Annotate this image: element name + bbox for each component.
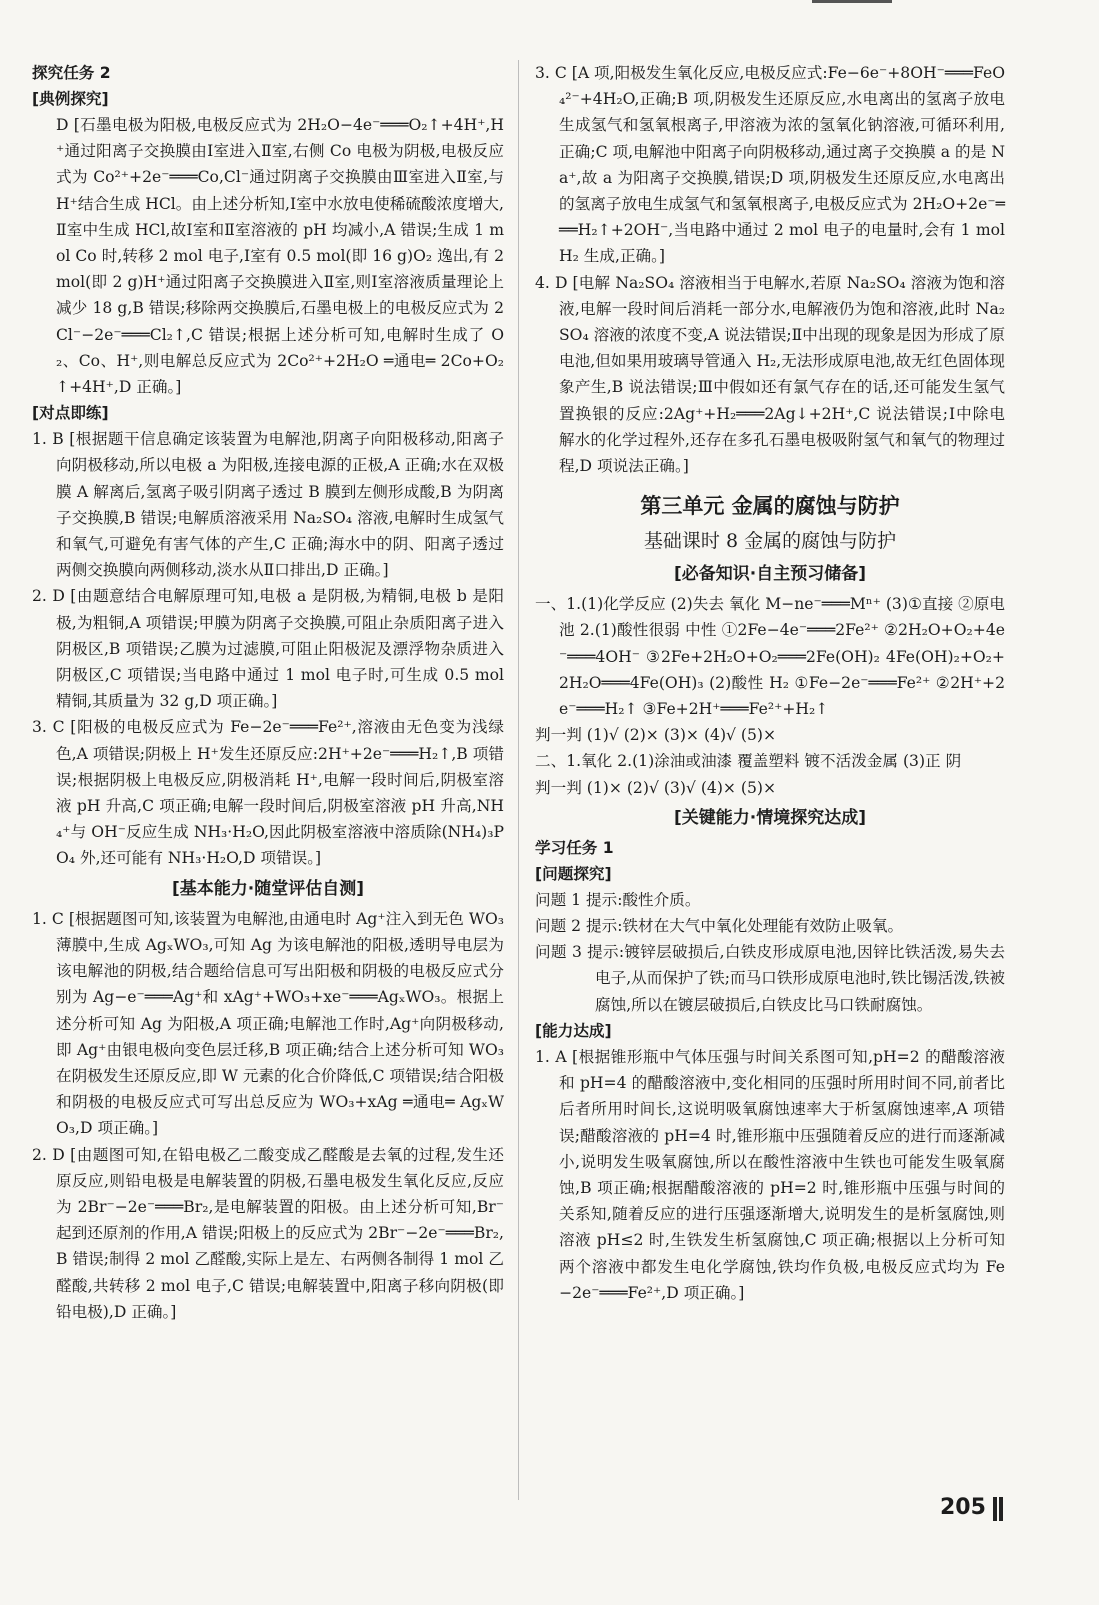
judge-line: 判一判 (1)× (2)√ (3)√ (4)× (5)× <box>535 778 777 797</box>
page-edge-bar <box>999 1497 1003 1521</box>
judge-line: 判一判 (1)√ (2)× (3)× (4)√ (5)× <box>535 726 777 745</box>
basic-section-title: [基本能力·随堂评估自测] <box>172 878 364 899</box>
achieve-item: 1. A [根据锥形瓶中气体压强与时间关系图可知,pH=2 的醋酸溶液和 pH=4 的醋酸溶液中,变化相同的压强时所用时间不同,前者比后者所用时间长,这说明吸氧腐蚀速率大于析氢腐蚀速率,A 项错误;醋酸溶液的 pH=4 时,锥形瓶中压强随着反应的进行而逐渐减小,说明发生吸氧腐蚀,所以在酸性溶液中生铁也可能发生吸氧腐蚀,B 项正确;根据醋酸溶液的 pH=2 时,锥形瓶中压强与时间的关系知,随着反应的进行压强逐渐增大,说明发生的是析氢腐蚀,则溶液 pH≤2 时,生铁发生析氢腐蚀,C 项正确;根据以上分析可知两个溶液中都发生电化学腐蚀,铁均作负极,电极反应式均为 Fe−2e⁻═══Fe²⁺,D 项正确。] <box>535 1047 1005 1302</box>
top-edge-mark <box>812 0 892 3</box>
task-title: 探究任务 2 <box>32 64 111 82</box>
practice-label: [对点即练] <box>32 404 109 423</box>
typical-label: [典例探究] <box>32 90 109 108</box>
answer-item: 3. C [A 项,阳极发生氧化反应,电极反应式:Fe−6e⁻+8OH⁻═══FeO₄²⁻+4H₂O,正确;B 项,阴极发生还原反应,水电离出的氢离子放电生成氢气和氢氧根离子,甲溶液为浓的氢氧化钠溶液,可循环利用,正确;C 项,电解池中阳离子向阴极移动,通过离子交换膜 a 的是 Na⁺,故 a 为阳离子交换膜,错误;D 项,阴极发生还原反应,水电离出的氢离子放电生成氢气和氢氧根离子,电极反应式为 2H₂O+2e⁻═══H₂↑+2OH⁻,当电路中通过 2 mol 电子的电量时,会有 1 mol H₂ 生成,正确。] <box>535 64 1005 266</box>
left-column <box>32 60 504 1325</box>
achieve-label: [能力达成] <box>535 1021 612 1040</box>
ability-title: [关键能力·情境探究达成] <box>674 807 866 828</box>
answer-item: 4. D [电解 Na₂SO₄ 溶液相当于电解水,若原 Na₂SO₄ 溶液为饱和溶液,电解一段时间后消耗一部分水,电解液仍为饱和溶液,此时 Na₂SO₄ 溶液的浓度不变,A 说法错误;Ⅱ中出现的现象是因为形成了原电池,但如果用玻璃导管通入 H₂,无法形成原电池,故无红色固体现象产生,B 说法错误;Ⅲ中假如还有氯气存在的话,还可能发生氢气置换银的反应:2Ag⁺+H₂═══2Ag↓+2H⁺,C 说法错误;Ⅰ中除电解水的化学过程外,还存在多孔石墨电极吸附氢气和氧气的物理过程,D 项说法正确。] <box>535 273 1005 476</box>
basic-item: 2. D [由题图可知,在铅电极乙二酸变成乙醛酸是去氧的过程,发生还原反应,则铅电极是电解装置的阴极,石墨电极发生氧化反应,反应为 2Br⁻−2e⁻═══Br₂,是电解装置的阳极。由上述分析可知,Br⁻起到还原剂的作用,A 错误;阳极上的反应式为 2Br⁻−2e⁻═══Br₂,B 错误;制得 2 mol 乙醛酸,实际上是左、右两侧各制得 1 mol 乙醛酸,共转移 2 mol 电子,C 错误;电解装置中,阳离子移向阴极(即铅电极),D 正确。] <box>32 1145 504 1321</box>
knowledge-line: 二、1.氧化 2.(1)涂油或油漆 覆盖塑料 镀不活泼金属 (3)正 阴 <box>535 752 962 771</box>
right-column <box>535 60 1005 1306</box>
typical-answer: D [石墨电极为阳极,电极反应式为 2H₂O−4e⁻═══O₂↑+4H⁺,H⁺通过阳离子交换膜由Ⅰ室进入Ⅱ室,右侧 Co 电极为阴极,电极反应式为 Co²⁺+2e⁻═══Co,Cl⁻通过阴离子交换膜由Ⅲ室进入Ⅱ室,与 H⁺结合生成 HCl。由上述分析知,Ⅰ室中水放电使稀硫酸浓度增大,Ⅱ室中生成 HCl,故Ⅰ室和Ⅱ室溶液的 pH 均减小,A 错误;生成 1 mol Co 时,转移 2 mol 电子,Ⅰ室有 0.5 mol(即 16 g)O₂ 逸出,有 2 mol(即 2 g)H⁺通过阳离子交换膜进入Ⅱ室,则Ⅰ室溶液质量理论上减少 18 g,B 错误;移除两交换膜后,石墨电极上的电极反应式为 2Cl⁻−2e⁻═══Cl₂↑,C 错误;根据上述分析可知,电解时生成了 O₂、Co、H⁺,则电解总反应式为 2Co²⁺+2H₂O ═通电═ 2Co+O₂↑+4H⁺,D 正确。] <box>56 116 504 397</box>
basic-item: 1. C [根据题图可知,该装置为电解池,由通电时 Ag⁺注入到无色 WO₃ 薄膜中,生成 AgₓWO₃,可知 Ag 为该电解池的阳极,透明导电层为该电解池的阴极,结合题给信息可写出阳极和阴极的电极反应式分别为 Ag−e⁻═══Ag⁺和 xAg⁺+WO₃+xe⁻═══AgₓWO₃。根据上述分析可知 Ag 为阳极,A 项正确;电解池工作时,Ag⁺向阴极移动,即 Ag⁺由银电极向变色层迁移,B 项正确;结合上述分析可知 WO₃ 在阴极发生还原反应,即 W 元素的化合价降低,C 项错误;结合阳极和阴极的电极反应式可写出总反应为 WO₃+xAg ═通电═ AgₓWO₃,D 项正确。] <box>32 909 504 1138</box>
page-number: 205 <box>940 1495 986 1520</box>
problem-item: 问题 1 提示:酸性介质。 <box>535 890 701 909</box>
knowledge-line: 一、1.(1)化学反应 (2)失去 氧化 M−ne⁻═══Mⁿ⁺ (3)①直接 ②原电池 2.(1)酸性很弱 中性 ①2Fe−4e⁻═══2Fe²⁺ ②2H₂O+O₂+4e⁻═══4OH⁻ ③2Fe+2H₂O+O₂═══2Fe(OH)₂ 4Fe(OH)₂+O₂+2H₂O═══4Fe(OH)₃ (2)酸性 H₂ ①Fe−2e⁻═══Fe²⁺ ②2H⁺+2e⁻═══H₂↑ ③Fe+2H⁺═══Fe²⁺+H₂↑ <box>535 595 1005 719</box>
practice-item: 3. C [阳极的电极反应式为 Fe−2e⁻═══Fe²⁺,溶液由无色变为浅绿色,A 项错误;阴极上 H⁺发生还原反应:2H⁺+2e⁻═══H₂↑,B 项错误;根据阴极上电极反应,阴极消耗 H⁺,电解一段时间后,阴极室溶液 pH 升高,C 项正确;电解一段时间后,阴极室溶液 pH 升高,NH₄⁺与 OH⁻反应生成 NH₃·H₂O,因此阴极室溶液中溶质除(NH₄)₃PO₄ 外,还可能有 NH₃·H₂O,D 项错误。] <box>32 718 504 868</box>
practice-item: 2. D [由题意结合电解原理可知,电极 a 是阴极,为精铜,电极 b 是阳极,为粗铜,A 项错误;甲膜为阴离子交换膜,可阻止杂质阳离子进入阴极区,B 项错误;乙膜为过滤膜,可阻止阳极泥及漂浮物杂质进入阴极区,C 项错误;当电路中通过 1 mol 电子时,可生成 0.5 mol 精铜,其质量为 32 g,D 项正确。] <box>32 587 504 711</box>
problem-label: [问题探究] <box>535 864 612 883</box>
knowledge-title: [必备知识·自主预习储备] <box>674 564 866 585</box>
page-edge-bar <box>993 1497 997 1521</box>
lesson-title: 基础课时 8 金属的腐蚀与防护 <box>643 530 897 553</box>
unit-title: 第三单元 金属的腐蚀与防护 <box>640 494 900 519</box>
problem-item: 问题 2 提示:铁材在大气中氧化处理能有效防止吸氧。 <box>535 917 904 936</box>
column-divider <box>518 60 519 1500</box>
problem-item: 问题 3 提示:镀锌层破损后,白铁皮形成原电池,因锌比铁活泼,易失去电子,从而保护了铁;而马口铁形成原电池时,铁比锡活泼,铁被腐蚀,所以在镀层破损后,白铁皮比马口铁耐腐蚀。 <box>535 943 1005 1014</box>
learning-task-title: 学习任务 1 <box>535 838 614 857</box>
practice-item: 1. B [根据题干信息确定该装置为电解池,阴离子向阳极移动,阳离子向阴极移动,所以电极 a 为阳极,连接电源的正极,A 正确;水在双极膜 A 解离后,氢离子吸引阴离子透过 B 膜到左侧形成酸,B 为阴离子交换膜,B 错误;电解质溶液采用 Na₂SO₄ 溶液,电解时生成氢气和氧气,可避免有害气体的产生,C 正确;海水中的阴、阳离子透过两侧交换膜向两侧移动,淡水从Ⅱ口排出,D 正确。] <box>32 430 504 580</box>
